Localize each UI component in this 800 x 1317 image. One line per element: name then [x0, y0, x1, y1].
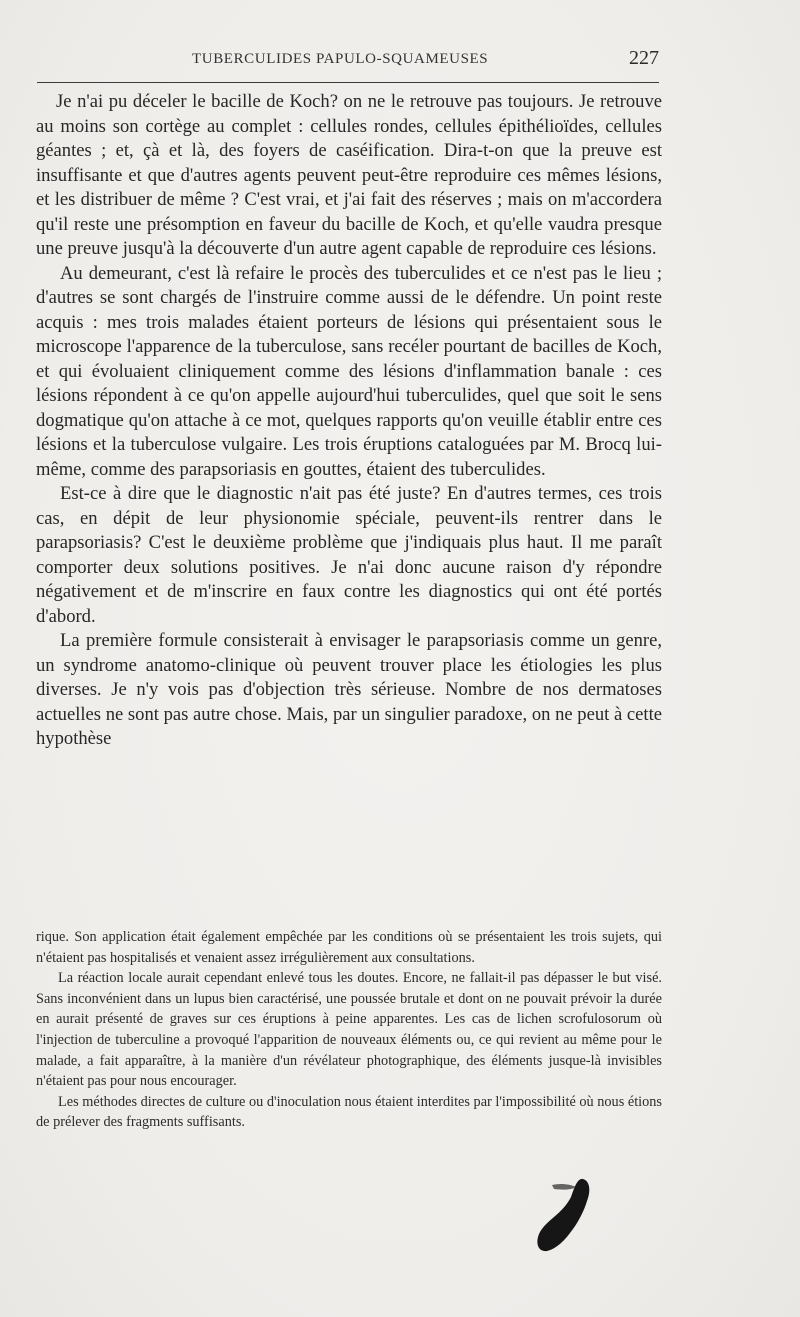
running-title: TUBERCULIDES PAPULO-SQUAMEUSES: [192, 51, 489, 67]
body-paragraph: La première formule consisterait à envisager le parapsoriasis comme un genre, un syndrome anatomo-clinique où peuvent trouver place les étiologies les plus diverses. Je n'y vois pas d'objection très sérieuse. Nombre de nos dermatoses actuelles ne sont pas autre chose. Mais, par un singulier paradoxe, on ne peut à cette hypothèse: [36, 630, 662, 749]
body-paragraph: Au demeurant, c'est là refaire le procès des tuberculides et ce n'est pas le lieu ; d'autres se sont chargés de l'instruire comme aussi de le défendre. Un point reste acquis : mes trois malades étaient porteurs de lésions qui présentaient sous le microscope l'apparence de la tuberculose, sans recéler pourtant de bacilles de Koch, et qui évoluaient cliniquement comme des lésions d'inflammation banale : ces lésions répondent à ce qu'on appelle aujourd'hui tuberculides, quel que soit le sens dogmatique qu'on attache à ce mot, quelques rapports qu'on veuille établir entre ces lésions et la tuberculose vulgaire. Les trois éruptions cataloguées par M. Brocq lui-même, comme des parapsoriasis en gouttes, étaient des tuberculides.: [36, 262, 662, 480]
footnote-paragraph: Les méthodes directes de culture ou d'inoculation nous étaient interdites par l'impossibilité où nous étions de prélever des fragments suffisants.: [36, 1093, 662, 1131]
ink-blot: [534, 1175, 594, 1255]
footnotes: [36, 927, 662, 1133]
body-paragraph: Est-ce à dire que le diagnostic n'ait pas été juste? En d'autres termes, ces trois cas, en dépit de leur physionomie spéciale, peuvent-ils rentrer dans le parapsoriasis? C'est le deuxième problème que j'indiquais plus haut. Il me paraît comporter deux solutions positives. Je n'ai donc aucune raison d'y répondre négativement et de m'inscrire en faux contre les diagnostics qui ont été portés d'abord.: [36, 483, 662, 627]
page-header: [37, 47, 659, 73]
header-rule: [37, 82, 659, 83]
footnote-paragraph: rique. Son application était également empêchée par les conditions où se présentaient les trois sujets, qui n'étaient pas hospitalisés et venaient assez irrégulièrement aux consultations.: [36, 929, 662, 966]
body-paragraph: Je n'ai pu déceler le bacille de Koch? on ne le retrouve pas toujours. Je retrouve au moins son cortège au complet : cellules rondes, cellules épithélioïdes, cellules géantes ; et, çà et là, des foyers de caséification. Dira-t-on que la preuve est insuffisante et que d'autres agents peuvent peut-être reproduire ces mêmes lésions, et les distribuer de même ? C'est vrai, et j'ai fait des réserves ; mais on m'accordera qu'il reste une présomption en faveur du bacille de Koch, et qu'elle vaudra presque une preuve jusqu'à la découverte d'un autre agent capable de reproduire ces lésions.: [36, 91, 662, 259]
page-number: 227: [629, 47, 659, 69]
footnote-paragraph: La réaction locale aurait cependant enlevé tous les doutes. Encore, ne fallait-il pas dépasser le but visé. Sans inconvénient dans un lupus bien caractérisé, une poussée brutale et dont on ne pouvait prévoir la durée en aurait présenté de graves sur ces éruptions à peine apparentes. Les cas de lichen scrofulosorum où l'injection de tuberculine a provoqué l'apparition de nouveaux éléments ou, ce qui revient au même pour le malade, a fait apparaître, à la manière d'un révélateur photographique, des éléments jusque-là invisibles n'étaient pas pour nous encourager.: [36, 970, 662, 1090]
main-text: [36, 90, 662, 752]
